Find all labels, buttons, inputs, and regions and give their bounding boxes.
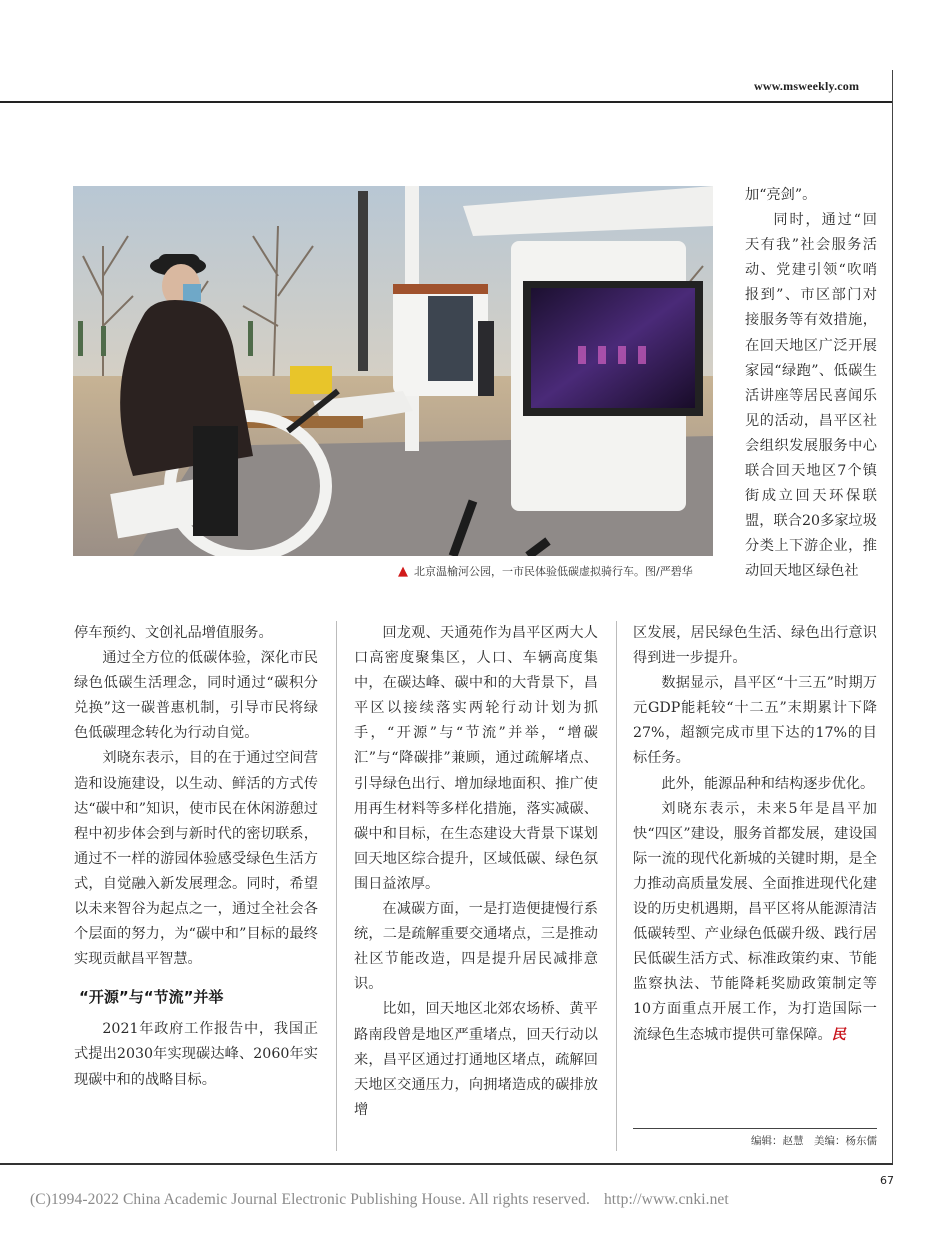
copyright-text: (C)1994-2022 China Academic Journal Electronic Publishing House. All rights reserved. <box>30 1191 590 1208</box>
article-photo <box>73 186 713 556</box>
paragraph: 通过全方位的低碳体验，深化市民绿色低碳生活理念，同时通过“碳积分兑换”这一碳普惠机制，引导市民将绿色低碳理念转化为行动自觉。 <box>74 650 318 742</box>
end-mark-icon: 民 <box>831 1026 846 1043</box>
header-rule <box>0 101 893 103</box>
column-divider <box>616 621 617 1151</box>
paragraph-text: 刘晓东表示，未来5年是昌平加快“四区”建设，服务首都发展，建设国际一流的现代化新城的关键时期，是全力推动高质量发展、全面推进现代化建设的历史机遇期，昌平区将从能源清洁低碳转型、产业绿色低碳升级、践行居民低碳生活方式、标准政策约束、节能监察执法、节能降耗奖励政策制定等10方面重点开展工作，为打造国际一流绿色生态城市提供可靠保障。 <box>633 800 877 1043</box>
column-3 <box>633 621 877 1048</box>
paragraph: 数据显示，昌平区“十三五”时期万元GDP能耗较“十二五”末期累计下降27%，超额完成市里下达的17%的目标任务。 <box>633 675 877 767</box>
copyright-notice <box>30 1191 729 1209</box>
caption-text: 北京温榆河公园，一市民体验低碳虚拟骑行车。图/严碧华 <box>414 565 693 578</box>
page-edge-rule <box>892 70 893 1164</box>
paragraph: 2021年政府工作报告中，我国正式提出2030年实现碳达峰、2060年实现碳中和的战略目标。 <box>74 1021 318 1088</box>
paragraph: 刘晓东表示，目的在于通过空间营造和设施建设，以生动、鲜活的方式传达“碳中和”知识，使市民在休闲游憩过程中初步体会到与新时代的密切联系，通过不一样的游园体验感受绿色生活方式，自觉融入新发展理念。同时，希望以未来智谷为起点之一，通过全社会各个层面的努力，为“碳中和”目标的最终实现贡献昌平智慧。 <box>74 750 318 968</box>
page-number: 67 <box>880 1174 894 1187</box>
paragraph: 停车预约、文创礼品增值服务。 <box>74 625 273 641</box>
column-1 <box>74 621 318 1093</box>
editors-rule <box>633 1128 877 1129</box>
editor-credits: 编辑：赵慧 美编：杨东儒 <box>751 1135 877 1147</box>
paragraph: 同时，通过“回天有我”社会服务活动、党建引领“吹哨报到”、市区部门对接服务等有效措施，在回天地区广泛开展家园“绿跑”、低碳生活讲座等居民喜闻乐见的活动，昌平区社会组织发展服务中心联合回天地区7个镇街成立回天环保联盟，联合20多家垃圾分类上下游企业，推动回天地区绿色社 <box>745 212 877 580</box>
paragraph: 回龙观、天通苑作为昌平区两大人口高密度聚集区，人口、车辆高度集中，在碳达峰、碳中和的大背景下，昌平区以接续落实两轮行动计划为抓手，“开源”与“节流”并举，“增碳汇”与“降碳排”兼顾，通过疏解堵点、引导绿色出行、增加绿地面积、推广使用再生材料等多样化措施，落实减碳、碳中和目标，在生态建设大背景下谋划回天地区综合提升，区域低碳、绿色氛围日益浓厚。 <box>354 625 598 892</box>
photo-caption <box>398 563 693 579</box>
paragraph: 区发展，居民绿色生活、绿色出行意识得到进一步提升。 <box>633 625 877 667</box>
paragraph <box>633 797 877 1048</box>
site-url: www.msweekly.com <box>754 79 860 93</box>
section-heading: “开源”与“节流”并举 <box>79 988 224 1007</box>
right-column-top <box>745 183 877 585</box>
footer-rule <box>0 1163 893 1165</box>
paragraph: 加“亮剑”。 <box>745 187 817 203</box>
column-divider <box>336 621 337 1151</box>
column-2 <box>354 621 598 1123</box>
paragraph: 在减碳方面，一是打造便捷慢行系统，二是疏解重要交通堵点，三是推动社区节能改造，四是提升居民减排意识。 <box>354 901 598 993</box>
caption-triangle-icon: ▲ <box>398 564 408 579</box>
paragraph: 此外，能源品种和结构逐步优化。 <box>661 775 875 792</box>
copyright-link[interactable]: http://www.cnki.net <box>603 1191 729 1208</box>
paragraph: 比如，回天地区北郊农场桥、黄平路南段曾是地区严重堵点，回天行动以来，昌平区通过打通地区堵点，疏解回天地区交通压力，向拥堵造成的碳排放增 <box>354 1001 598 1118</box>
